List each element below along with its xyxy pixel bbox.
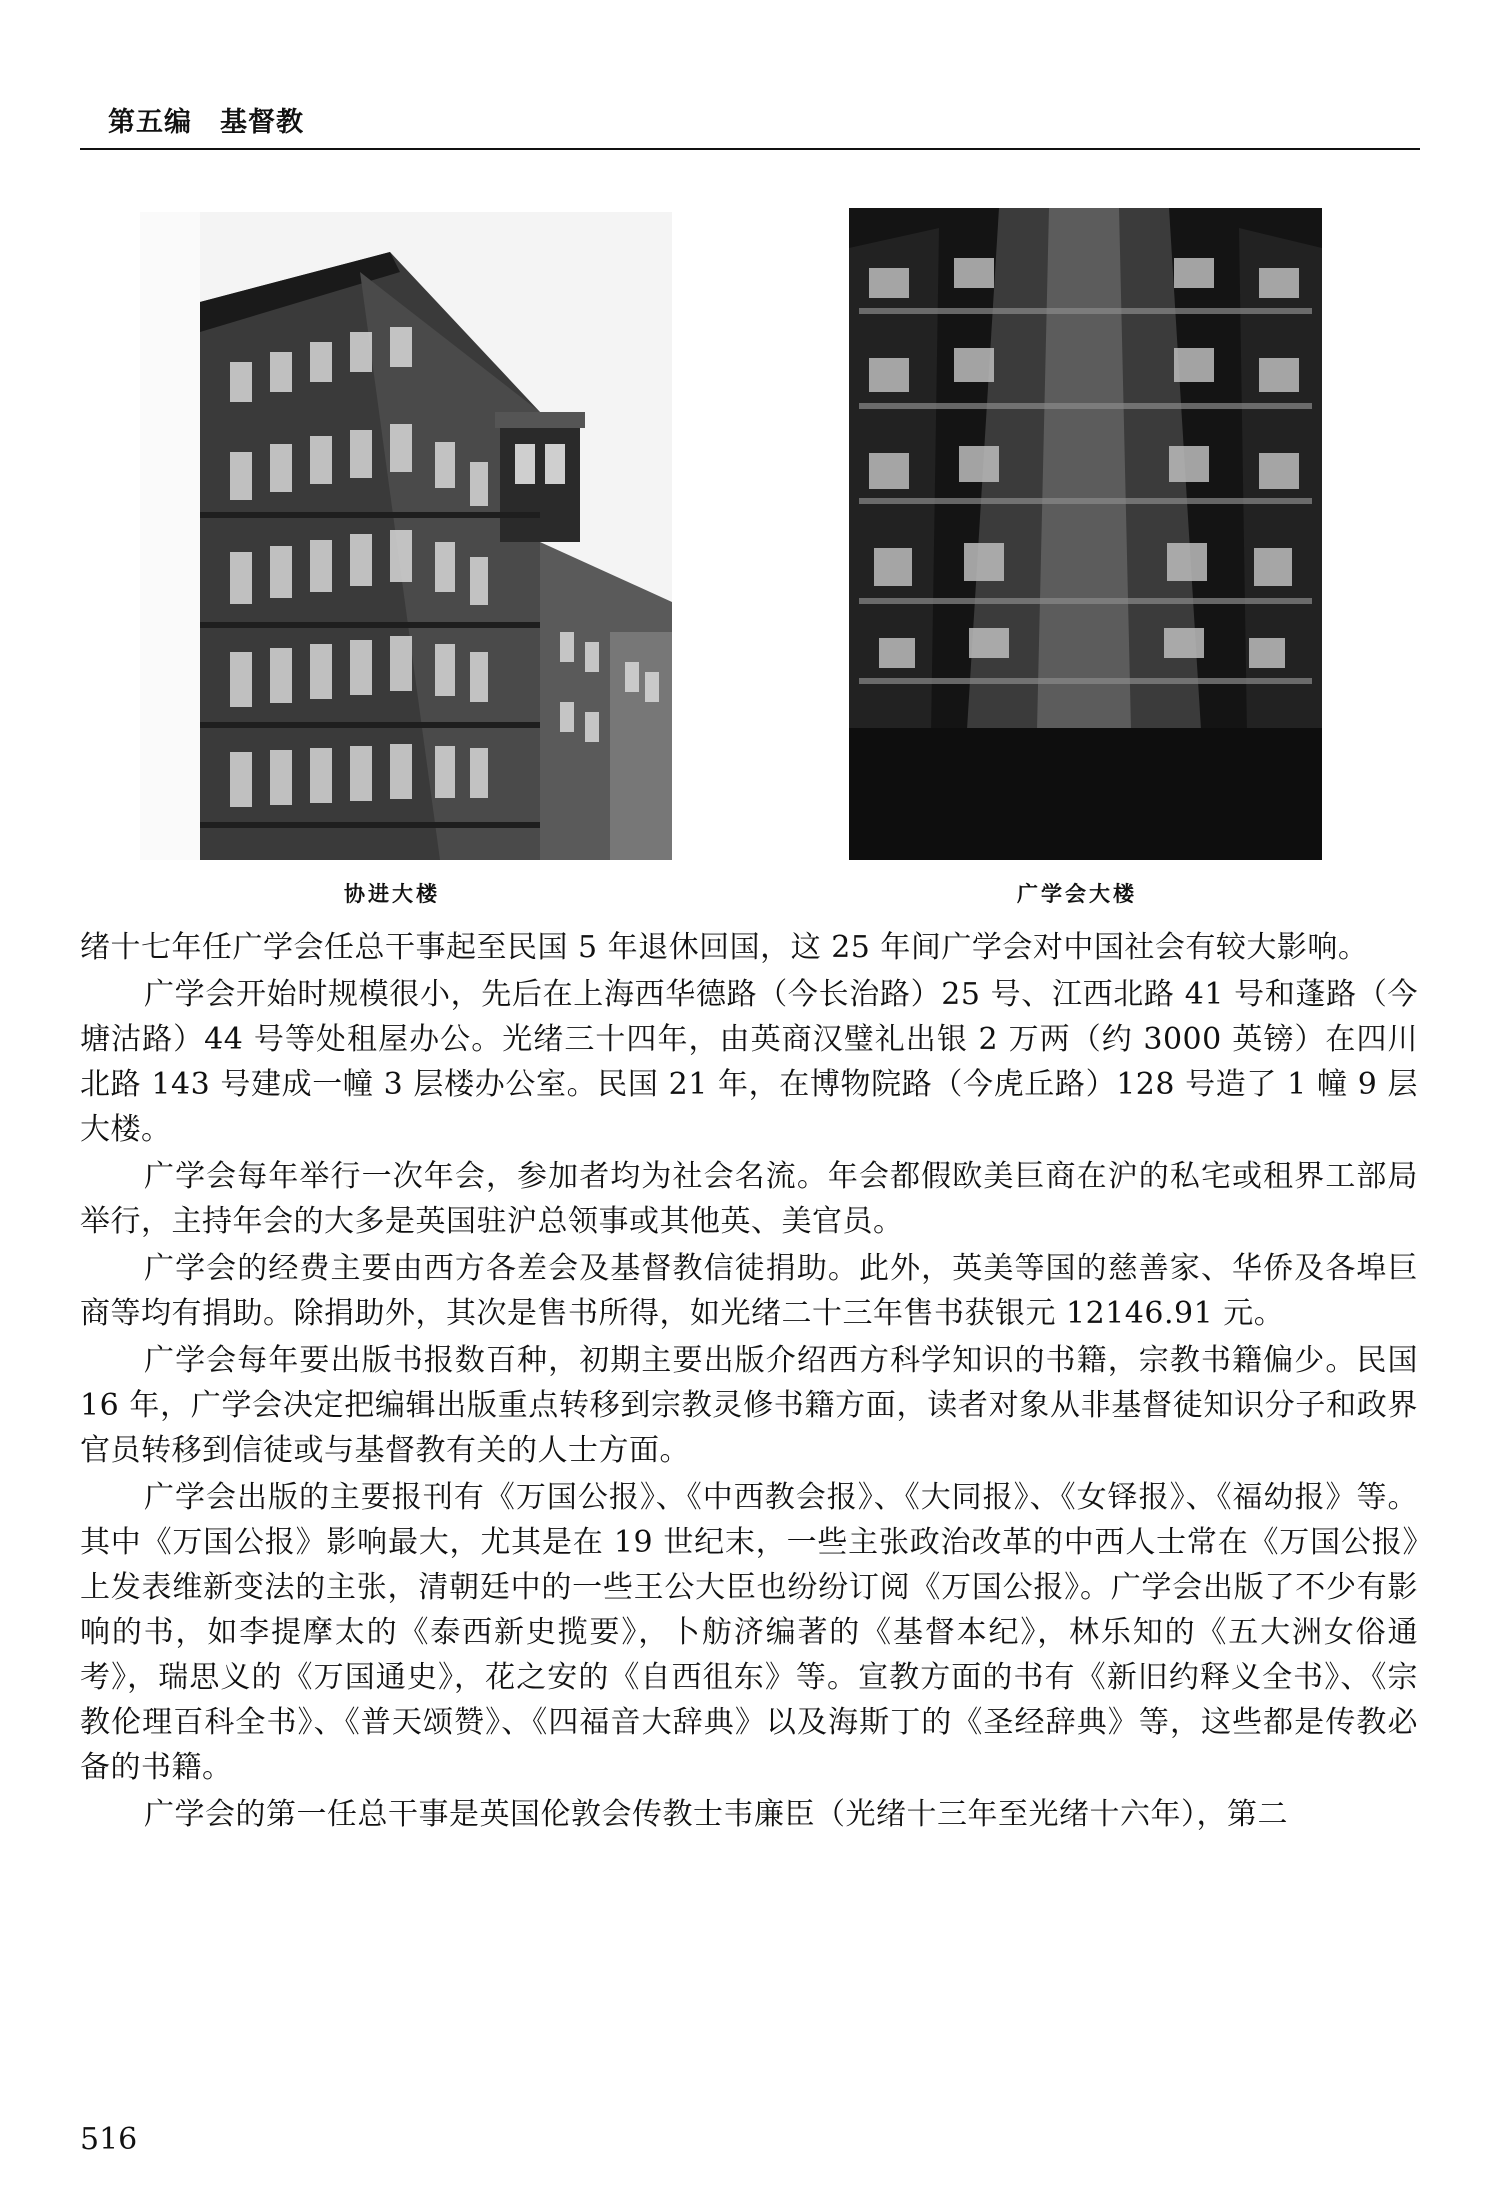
paragraph: 广学会的经费主要由西方各差会及基督教信徒捐助。此外，英美等国的慈善家、华侨及各埠巨商等均有捐助。除捐助外，其次是售书所得，如光绪二十三年售书获银元 12146.91 元。	[80, 1251, 1418, 1331]
paragraph: 广学会开始时规模很小，先后在上海西华德路（今长治路）25 号、江西北路 41 号和蓬路（今塘沽路）44 号等处租屋办公。光绪三十四年，由英商汉璧礼出银 2 万两（约 3000 英镑）在四川北路 143 号建成一幢 3 层楼办公室。民国 21 年，在博物院路（今虎丘路）128 号造了 1 幢 9 层大楼。	[80, 977, 1418, 1147]
header-rule	[80, 148, 1420, 150]
paragraph: 绪十七年任广学会任总干事起至民国 5 年退休回国，这 25 年间广学会对中国社会有较大影响。	[80, 930, 1369, 965]
paragraph: 广学会每年要出版书报数百种，初期主要出版介绍西方科学知识的书籍，宗教书籍偏少。民国 16 年，广学会决定把编辑出版重点转移到宗教灵修书籍方面，读者对象从非基督徒知识分子和政界官员转移到信徒或与基督教有关的人士方面。	[80, 1343, 1418, 1468]
paragraph: 广学会的第一任总干事是英国伦敦会传教士韦廉臣（光绪十三年至光绪十六年），第二	[144, 1797, 1288, 1832]
photo-xiejin-building-image	[140, 212, 672, 860]
paragraph: 广学会出版的主要报刊有《万国公报》、《中西教会报》、《大同报》、《女铎报》、《福幼报》等。其中《万国公报》影响最大，尤其是在 19 世纪末，一些主张政治改革的中西人士常在《万国公报》上发表维新变法的主张，清朝廷中的一些王公大臣也纷纷订阅《万国公报》。广学会出版了不少有影响的书，如李提摩太的《泰西新史揽要》，卜舫济编著的《基督本纪》，林乐知的《五大洲女俗通考》，瑞思义的《万国通史》，花之安的《自西徂东》等。宣教方面的书有《新旧约释义全书》、《宗教伦理百科全书》、《普天颂赞》、《四福音大辞典》以及海斯丁的《圣经辞典》等，这些都是传教必备的书籍。	[80, 1480, 1418, 1785]
photo-guangxuehui-building-image	[849, 208, 1322, 860]
page-number: 516	[80, 2122, 138, 2157]
body-text	[80, 925, 1418, 1837]
figure-caption: 广学会大楼	[1017, 882, 1137, 906]
running-head: 第五编 基督教	[108, 107, 304, 138]
photo-guangxuehui-building	[849, 208, 1322, 860]
paragraph: 广学会每年举行一次年会，参加者均为社会名流。年会都假欧美巨商在沪的私宅或租界工部局举行，主持年会的大多是英国驻沪总领事或其他英、美官员。	[80, 1159, 1418, 1239]
photo-xiejin-building	[140, 212, 672, 860]
figure-caption: 协进大楼	[344, 882, 440, 906]
